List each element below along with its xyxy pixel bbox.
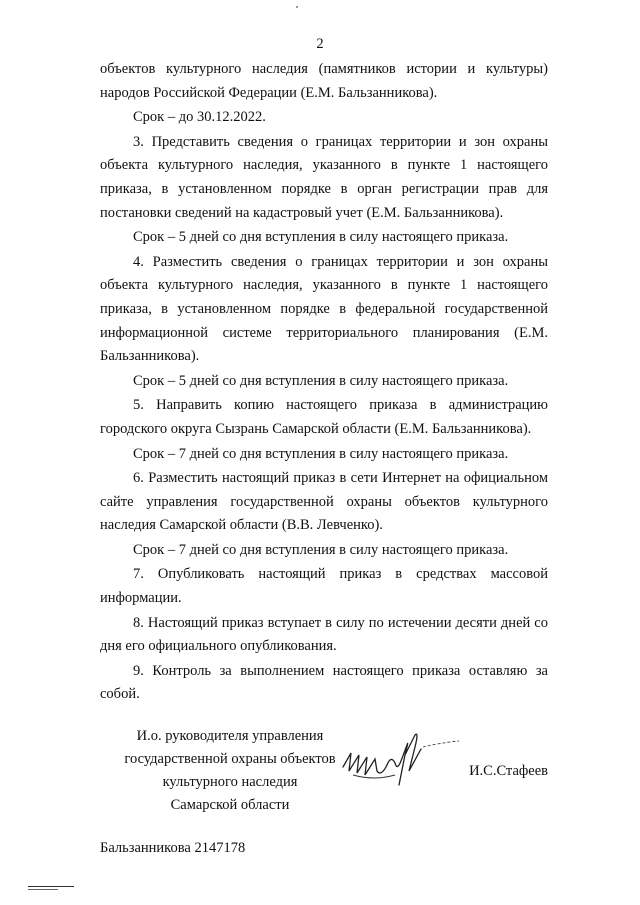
signatory-title-line: Самарской области <box>170 797 290 813</box>
deadline-item-5: Срок – 7 дней со дня вступления в силу настоящего приказа. <box>133 445 509 462</box>
deadline-item-2: Срок – до 30.12.2022. <box>133 109 266 126</box>
order-item-9: 9. Контроль за выполнением настоящего приказа оставляю за собой. <box>100 662 548 703</box>
document-body <box>100 58 548 707</box>
deadline-item-4: Срок – 5 дней со дня вступления в силу настоящего приказа. <box>133 372 509 389</box>
order-item-7: 7. Опубликовать настоящий приказ в средствах массовой информации. <box>100 566 548 607</box>
order-item-3: 3. Представить сведения о границах территории и зон охраны объекта культурного наследия, указанного в пункте 1 настоящего приказа, в установленном порядке в орган регистрации прав для постановки сведений на кадастровый учет (Е.М. Бальзанникова). <box>100 133 548 221</box>
signatory-title-line: И.о. руководителя управления <box>136 728 324 744</box>
executor-info: Бальзанникова 2147178 <box>100 840 246 856</box>
deadline-item-6: Срок – 7 дней со дня вступления в силу настоящего приказа. <box>133 541 509 558</box>
order-item-4: 4. Разместить сведения о границах территории и зон охраны объекта культурного наследия, указанного в пункте 1 настоящего приказа, в установленном порядке в федеральной государственной информационной системе территориального планирования (Е.М. Бальзанникова). <box>100 253 548 365</box>
signatory-name: И.С.Стафеев <box>469 763 548 779</box>
footer-divider <box>28 886 74 888</box>
footer-divider <box>28 889 58 891</box>
paragraph-continuation: объектов культурного наследия (памятников истории и культуры) народов Российской Федерации (Е.М. Бальзанникова). <box>100 61 548 101</box>
scan-mark <box>296 6 298 8</box>
order-item-6: 6. Разместить настоящий приказ в сети Интернет на официальном сайте управления государственной охраны объектов культурного наследия Самарской области (В.В. Левченко). <box>100 470 548 534</box>
signatory-title-line: культурного наследия <box>162 774 298 790</box>
deadline-item-3: Срок – 5 дней со дня вступления в силу настоящего приказа. <box>133 229 509 246</box>
handwritten-signature <box>335 725 475 795</box>
order-item-8: 8. Настоящий приказ вступает в силу по истечении десяти дней со дня его официального опубликования. <box>100 614 548 655</box>
signature-block <box>100 725 548 813</box>
page-number: 2 <box>316 36 324 52</box>
signatory-title-line: государственной охраны объектов <box>124 751 336 767</box>
signatory-title <box>100 725 360 817</box>
order-item-5: 5. Направить копию настоящего приказа в администрацию городского округа Сызрань Самарской области (Е.М. Бальзанникова). <box>100 397 548 437</box>
